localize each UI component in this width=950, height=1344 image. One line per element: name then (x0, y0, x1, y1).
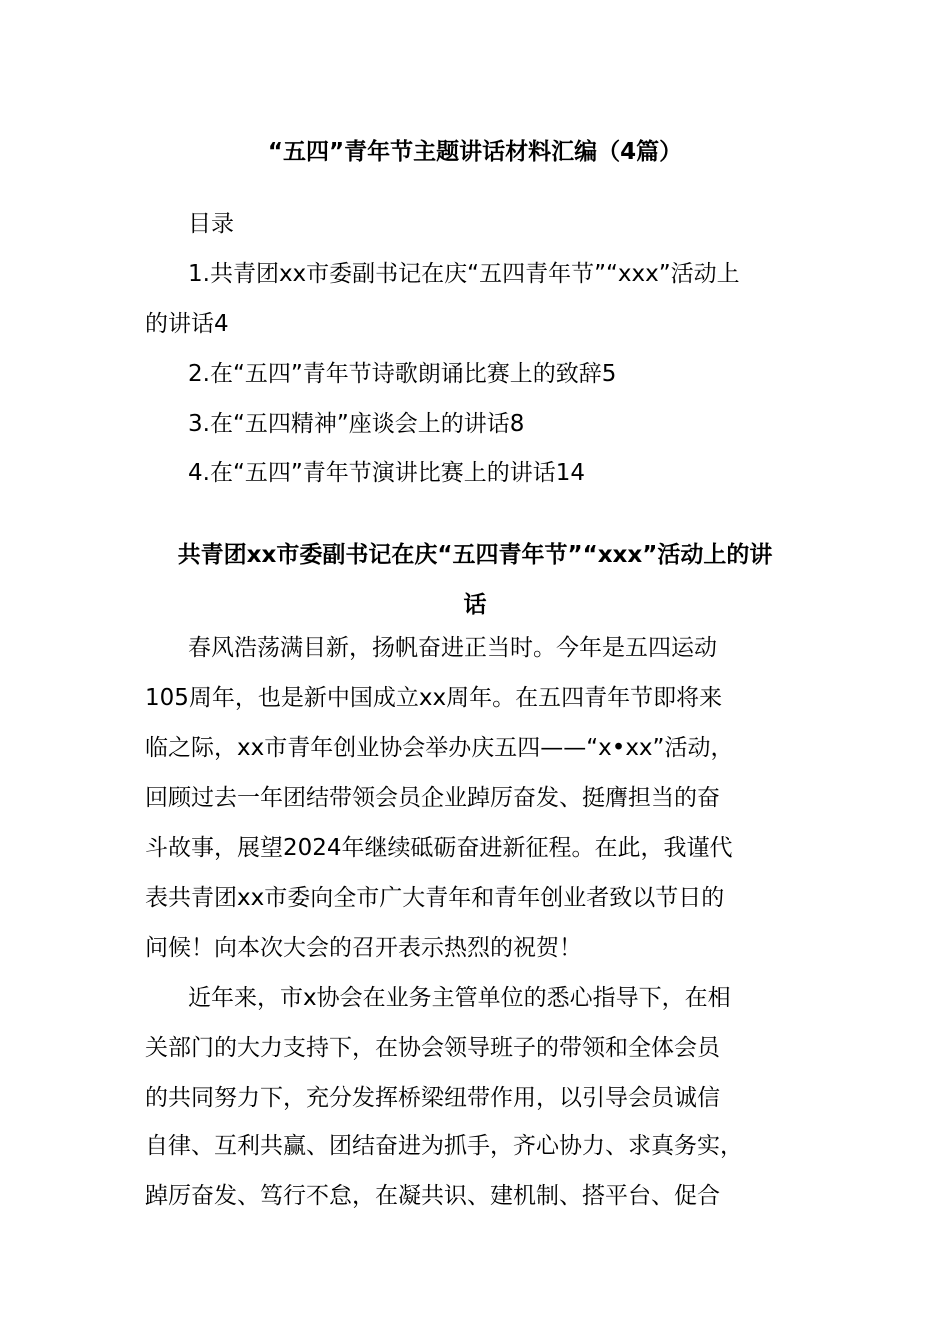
section-title (145, 530, 805, 630)
paragraph-1-line: 表共青团xx市委向全市广大青年和青年创业者致以节日的 (145, 885, 725, 911)
paragraph-1-line: 临之际，xx市青年创业协会举办庆五四——“x•xx”活动， (145, 735, 734, 761)
paragraph-2-line: 的共同努力下，充分发挥桥梁纽带作用，以引导会员诚信 (145, 1085, 720, 1111)
paragraph-1-line: 回顾过去一年团结带领会员企业踔厉奋发、挺膺担当的奋 (145, 785, 720, 811)
toc-item-3: 3.在“五四精神”座谈会上的讲话8 (188, 411, 525, 437)
toc-heading: 目录 (188, 211, 234, 237)
toc-item-1-continuation: 的讲话4 (145, 311, 229, 337)
section-title-line-2: 话 (463, 592, 487, 618)
document-title: “五四”青年节主题讲话材料汇编（4篇） (267, 139, 683, 165)
paragraph-1-line: 春风浩荡满目新，扬帆奋进正当时。今年是五四运动 (188, 635, 717, 661)
section-title-line-1: 共青团xx市委副书记在庆“五四青年节”“xxx”活动上的讲 (177, 542, 773, 568)
paragraph-1-line: 斗故事，展望2024年继续砥砺奋进新征程。在此，我谨代 (145, 835, 733, 861)
toc-item-1: 1.共青团xx市委副书记在庆“五四青年节”“xxx”活动上 (188, 261, 740, 287)
paragraph-1-line: 问候！向本次大会的召开表示热烈的祝贺！ (145, 935, 582, 961)
paragraph-2-line: 关部门的大力支持下，在协会领导班子的带领和全体会员 (145, 1035, 720, 1061)
toc-item-2: 2.在“五四”青年节诗歌朗诵比赛上的致辞5 (188, 361, 617, 387)
paragraph-2-line: 近年来，市x协会在业务主管单位的悉心指导下，在相 (188, 985, 731, 1011)
paragraph-2-line: 自律、互利共赢、团结奋进为抓手，齐心协力、求真务实， (145, 1133, 743, 1159)
paragraph-1-line: 105周年，也是新中国成立xx周年。在五四青年节即将来 (145, 685, 723, 711)
toc-item-4: 4.在“五四”青年节演讲比赛上的讲话14 (188, 460, 586, 486)
paragraph-2-line: 踔厉奋发、笃行不怠，在凝共识、建机制、搭平台、促合 (145, 1183, 720, 1209)
